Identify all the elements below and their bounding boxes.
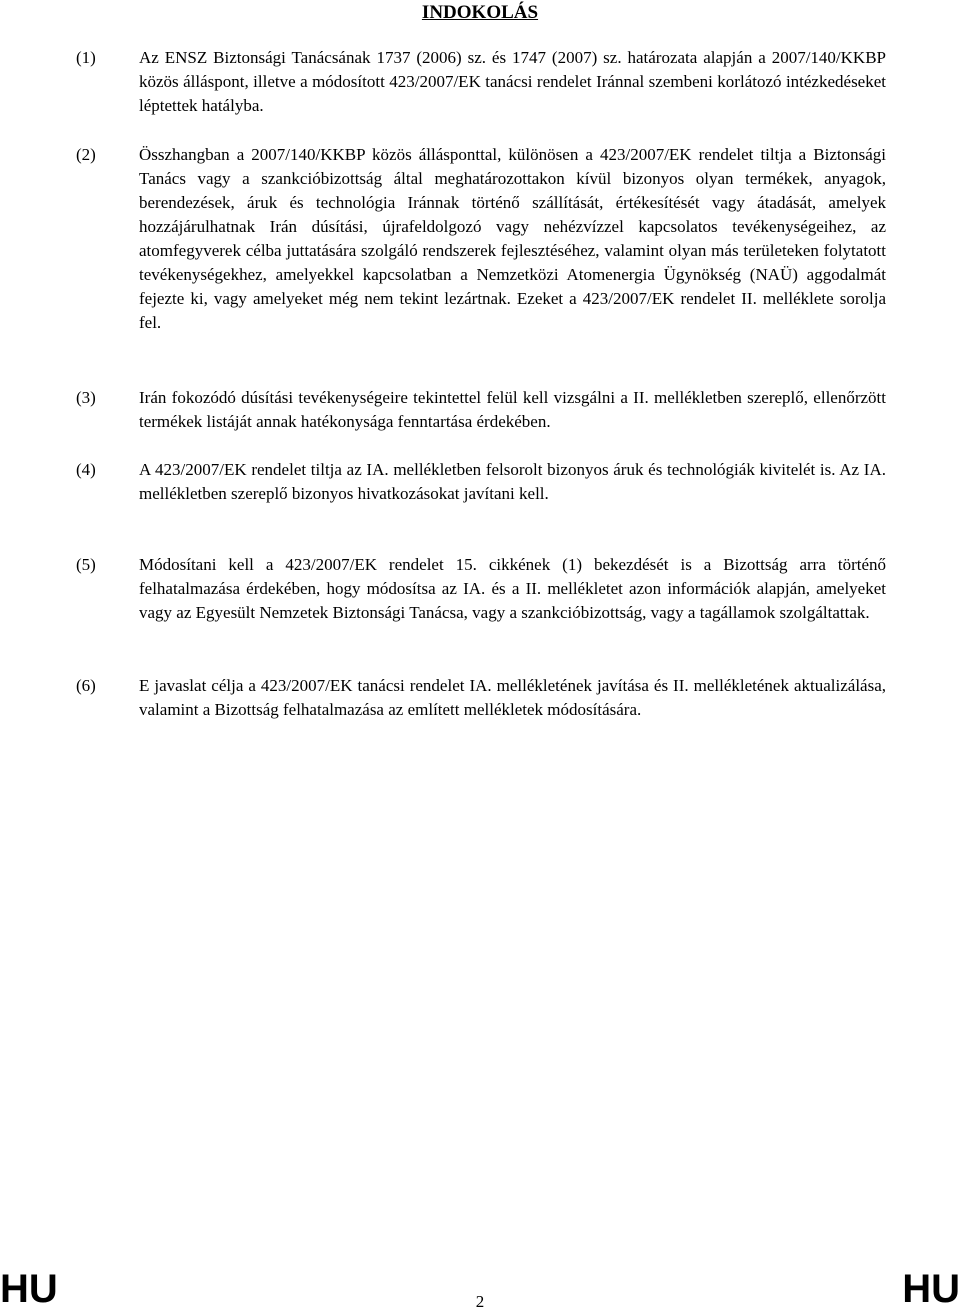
paragraph-text: A 423/2007/EK rendelet tiltja az IA. mellékletben felsorolt bizonyos áruk és technológiák kivitelét is. Az IA. mellékletben szereplő bizonyos hivatkozásokat javítani kell. (139, 460, 886, 503)
paragraph-number: (5) (76, 555, 96, 574)
page-number: 2 (475, 1292, 485, 1311)
paragraph-5 (76, 553, 886, 625)
paragraph-number: (2) (76, 145, 96, 164)
paragraph-1 (76, 46, 886, 118)
paragraph-text: E javaslat célja a 423/2007/EK tanácsi rendelet IA. mellékletének javítása és II. mellékletének aktualizálása, valamint a Bizottság felhatalmazása az említett mellékletek módosítására. (139, 676, 886, 719)
paragraph-text: Az ENSZ Biztonsági Tanácsának 1737 (2006) sz. és 1747 (2007) sz. határozata alapján a 2007/140/KKBP közös álláspont, illetve a módosított 423/2007/EK tanácsi rendelet Iránnal szembeni korlátozó intézkedéseket léptettek hatályba. (139, 48, 886, 115)
paragraph-6 (76, 674, 886, 722)
paragraph-number: (1) (76, 48, 96, 67)
paragraph-3 (76, 386, 886, 434)
paragraph-text: Összhangban a 2007/140/KKBP közös állásponttal, különösen a 423/2007/EK rendelet tiltja a Biztonsági Tanács vagy a szankcióbizottság által meghatározottakon kívül bizonyos olyan termékek, anyagok, berendezések, áruk és technológia Iránnak történő szállítását, értékesítését vagy átadását, amelyek hozzájárulhatnak Irán dúsítási, újrafeldolgozó vagy nehézvízzel kapcsolatos tevékenységeihez, az atomfegyverek célba juttatására szolgáló rendszerek fejlesztéséhez, valamint olyan más területeken folytatott tevékenységekhez, amelyekkel kapcsolatban a Nemzetközi Atomenergia Ügynökség (NAÜ) aggodalmát fejezte ki, vagy amelyeket még nem tekint lezártnak. Ezeket a 423/2007/EK rendelet II. melléklete sorolja fel. (139, 145, 886, 332)
paragraph-text: Irán fokozódó dúsítási tevékenységeire tekintettel felül kell vizsgálni a II. mellékletben szereplő, ellenőrzött termékek listáját annak hatékonysága fenntartása érdekében. (139, 388, 886, 431)
footer-language-code-right: HU (902, 1267, 960, 1311)
paragraph-number: (3) (76, 388, 96, 407)
paragraph-number: (6) (76, 676, 96, 695)
paragraph-number: (4) (76, 460, 96, 479)
paragraph-text: Módosítani kell a 423/2007/EK rendelet 15. cikkének (1) bekezdését is a Bizottság arra történő felhatalmazása érdekében, hogy módosítsa az IA. és a II. mellékletet azon információk alapján, amelyeket vagy az Egyesült Nemzetek Biztonsági Tanácsa, vagy a szankcióbizottság, vagy a tagállamok szolgáltattak. (139, 555, 886, 622)
document-title: INDOKOLÁS (421, 2, 539, 23)
footer-language-code-left: HU (0, 1267, 58, 1311)
paragraph-2 (76, 143, 886, 335)
paragraph-4 (76, 458, 886, 506)
